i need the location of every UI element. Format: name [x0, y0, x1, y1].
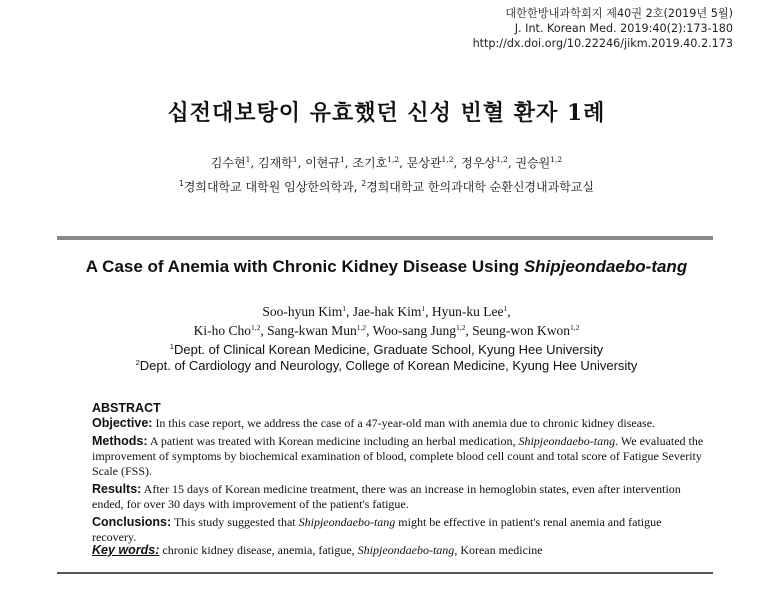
author-affil-sup: 1,2 [441, 155, 454, 164]
abstract-section [92, 401, 706, 545]
author-name: 김재학 [258, 156, 293, 170]
english-authors-line-2: Ki-ho Cho$^{1,2}$, Sang-kwan Mun$^{1,2}$, Woo-sang Jung$^{1,2}$, Seung-won Kwon$^{1,2}$ [193, 323, 580, 338]
korean-authors: 김수현$^1$, 김재학$^1$, 이현규$^1$, 조기호$^{1,2}$, 문상관$^{1,2}$, 정우상$^{1,2}$, 권승원$^{1,2}$ [210, 155, 563, 170]
author-affil-sup: 1 [245, 155, 251, 164]
author-affil-sup: 1,2 [387, 155, 400, 164]
abstract-objective: Objective: In this case report, we address the case of a 47-year-old man with anemia due to chronic kidney disease. [92, 416, 656, 430]
journal-name-volume: 대한한방내과학회지 제40권 2호(2019년 5월) [505, 7, 733, 20]
english-affiliations [0, 342, 773, 374]
korean-title: 십전대보탕이 유효했던 신성 빈혈 환자 1례 [167, 100, 606, 126]
doi-link[interactable]: http://dx.doi.org/10.22246/jikm.2019.40.2.173 [472, 37, 733, 50]
author-name: 이현규 [305, 156, 340, 170]
journal-abbrev-pages: J. Int. Korean Med. 2019:40(2):173-180 [514, 22, 733, 35]
author-affil-sup: 1 [292, 155, 298, 164]
author-affil-sup: 1,2 [495, 155, 508, 164]
korean-affiliations: $^1$경희대학교 대학원 임상한의학과, $^2$경희대학교 한의과대학 순환신경내과학교실 [178, 179, 594, 194]
english-affiliation-2: $^2$Dept. of Cardiology and Neurology, College of Korean Medicine, Kyung Hee University [135, 358, 638, 373]
abstract-results: Results: After 15 days of Korean medicine treatment, there was an increase in hemoglobin states, even after intervention ended, for over 30 days with improvement of the patient's fatigue. [92, 482, 681, 511]
english-authors [0, 302, 773, 340]
bottom-divider [57, 572, 713, 574]
english-affiliation-1: $^1$Dept. of Clinical Korean Medicine, Graduate School, Kyung Hee University [169, 342, 604, 357]
author-affil-sup: 1,2 [550, 155, 563, 164]
author-name: 김수현 [210, 156, 246, 170]
keywords: Key words: chronic kidney disease, anemia, fatigue, Shipjeondaebo-tang, Korean medicine [92, 543, 543, 557]
author-name: 문상관 [406, 156, 442, 170]
herbal-name-italic: Shipjeondaebo-tang [523, 257, 688, 276]
section-divider [57, 236, 713, 240]
author-affil-sup: 1 [339, 155, 345, 164]
abstract-heading: ABSTRACT [92, 401, 161, 415]
keywords-label: Key words: [92, 543, 160, 557]
korean-affiliation-2: 경희대학교 한의과대학 순환신경내과학교실 [366, 180, 594, 194]
abstract-conclusions: Conclusions: This study suggested that Shipjeondaebo-tang might be effective in patient's renal anemia and fatigue recovery. [92, 515, 662, 544]
author-name: 권승원 [515, 156, 551, 170]
english-authors-line-1: Soo-hyun Kim$^1$, Jae-hak Kim$^1$, Hyun-ku Lee$^1$, [262, 304, 511, 319]
author-name: 조기호 [352, 156, 388, 170]
journal-citation [473, 6, 733, 51]
korean-affiliation-1: 경희대학교 대학원 임상한의학과, [183, 180, 358, 194]
abstract-methods: Methods: A patient was treated with Korean medicine including an herbal medication, Shipjeondaebo-tang. We evaluated the improvement of symptoms by biochemical examination of blood, complete blood cell count and total score of Fatigue Severity Scale (FSS). [92, 434, 704, 478]
english-title: A Case of Anemia with Chronic Kidney Disease Using Shipjeondaebo-tang [85, 257, 688, 276]
author-name: 정우상 [461, 156, 496, 170]
